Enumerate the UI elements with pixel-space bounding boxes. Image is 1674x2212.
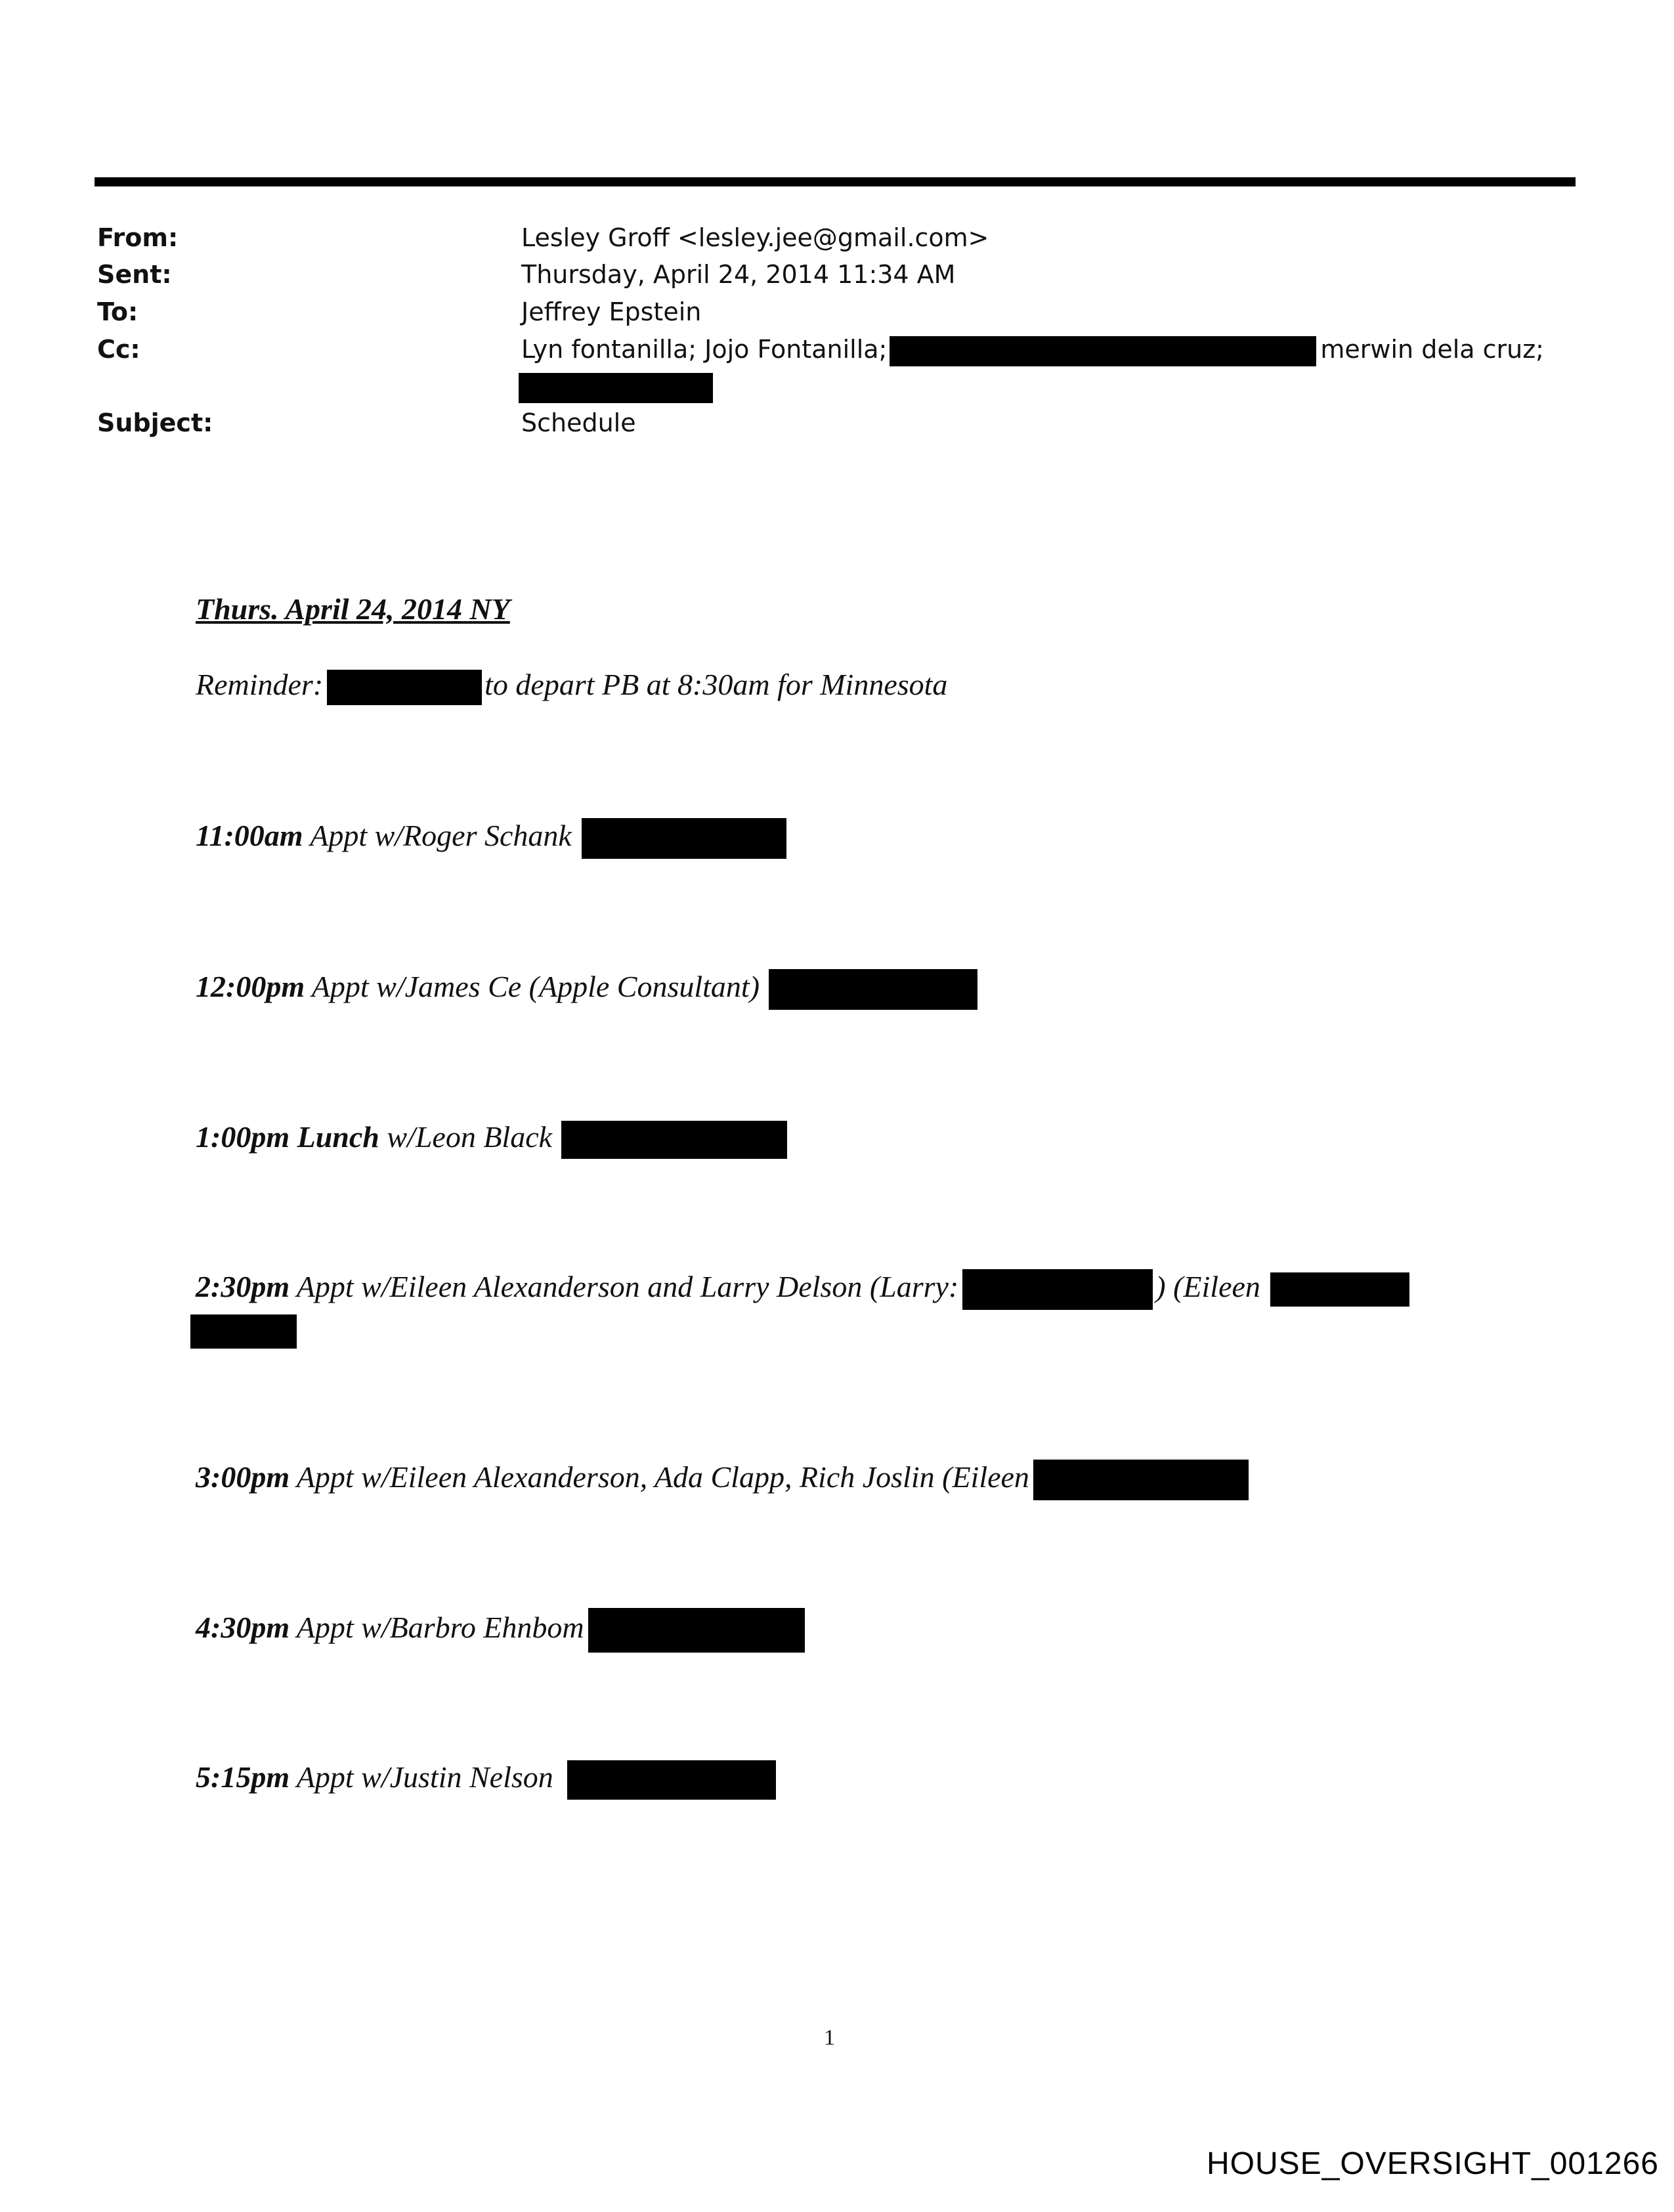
subject-value: Schedule — [521, 408, 636, 437]
schedule-title: Thurs. April 24, 2014 NY — [196, 592, 510, 626]
to-value: Jeffrey Epstein — [521, 297, 702, 326]
redaction-bar — [769, 969, 977, 1010]
schedule-text: Appt w/Barbro Ehnbom — [296, 1611, 584, 1644]
redaction-bar — [1270, 1272, 1409, 1307]
from-value: Lesley Groff <lesley.jee@gmail.com> — [521, 223, 989, 252]
redaction-bar — [190, 1314, 297, 1349]
schedule-time: 5:15pm — [196, 1760, 290, 1794]
schedule-item — [196, 1114, 787, 1160]
redaction-bar — [1033, 1460, 1249, 1500]
schedule-time: 2:30pm — [196, 1270, 290, 1303]
redaction-bar — [962, 1269, 1153, 1310]
header-rule — [95, 177, 1576, 186]
redaction-bar — [567, 1760, 776, 1800]
schedule-time: 4:30pm — [196, 1611, 290, 1644]
bates-number: HOUSE_OVERSIGHT_001266 — [1207, 2146, 1659, 2181]
redaction-bar — [890, 336, 1316, 366]
cc-part-2: merwin dela cruz; — [1320, 335, 1544, 364]
schedule-item — [196, 1264, 1409, 1310]
schedule-item — [196, 1454, 1249, 1500]
redaction-bar — [519, 373, 713, 403]
schedule-item — [196, 1605, 805, 1653]
schedule-text: w/Leon Black — [387, 1120, 553, 1154]
schedule-text: Appt w/Justin Nelson — [296, 1760, 553, 1794]
page-number: 1 — [824, 2026, 835, 2050]
schedule-time: 1:00pm Lunch — [196, 1120, 379, 1154]
schedule-item — [196, 813, 786, 859]
redaction-bar — [327, 670, 482, 705]
sent-label: Sent: — [97, 260, 172, 289]
schedule-text-continued: ) (Eileen — [1155, 1270, 1260, 1303]
redaction-bar — [588, 1608, 805, 1653]
schedule-text: Appt w/Roger Schank — [310, 819, 572, 852]
cc-part-1: Lyn fontanilla; Jojo Fontanilla; — [521, 335, 888, 364]
to-label: To: — [97, 297, 139, 326]
schedule-item — [196, 1754, 776, 1800]
schedule-time: 12:00pm — [196, 970, 305, 1003]
cc-value-line-2 — [521, 368, 713, 404]
from-label: From: — [97, 223, 179, 252]
schedule-time: 11:00am — [196, 819, 303, 852]
subject-label: Subject: — [97, 408, 213, 437]
reminder-prefix: Reminder: — [196, 668, 324, 701]
cc-value — [521, 331, 1544, 368]
redaction-bar — [582, 818, 786, 859]
reminder-text: to depart PB at 8:30am for Minnesota — [484, 668, 948, 701]
sent-value: Thursday, April 24, 2014 11:34 AM — [521, 260, 956, 289]
schedule-reminder — [196, 662, 947, 708]
schedule-time: 3:00pm — [196, 1460, 290, 1494]
schedule-text: Appt w/Eileen Alexanderson and Larry Delson (Larry: — [296, 1270, 959, 1303]
schedule-text: Appt w/Eileen Alexanderson, Ada Clapp, Rich Joslin (Eileen — [296, 1460, 1029, 1494]
redaction-bar — [561, 1121, 787, 1159]
schedule-text: Appt w/James Ce (Apple Consultant) — [311, 970, 760, 1003]
cc-label: Cc: — [97, 335, 140, 364]
schedule-item — [196, 964, 977, 1010]
